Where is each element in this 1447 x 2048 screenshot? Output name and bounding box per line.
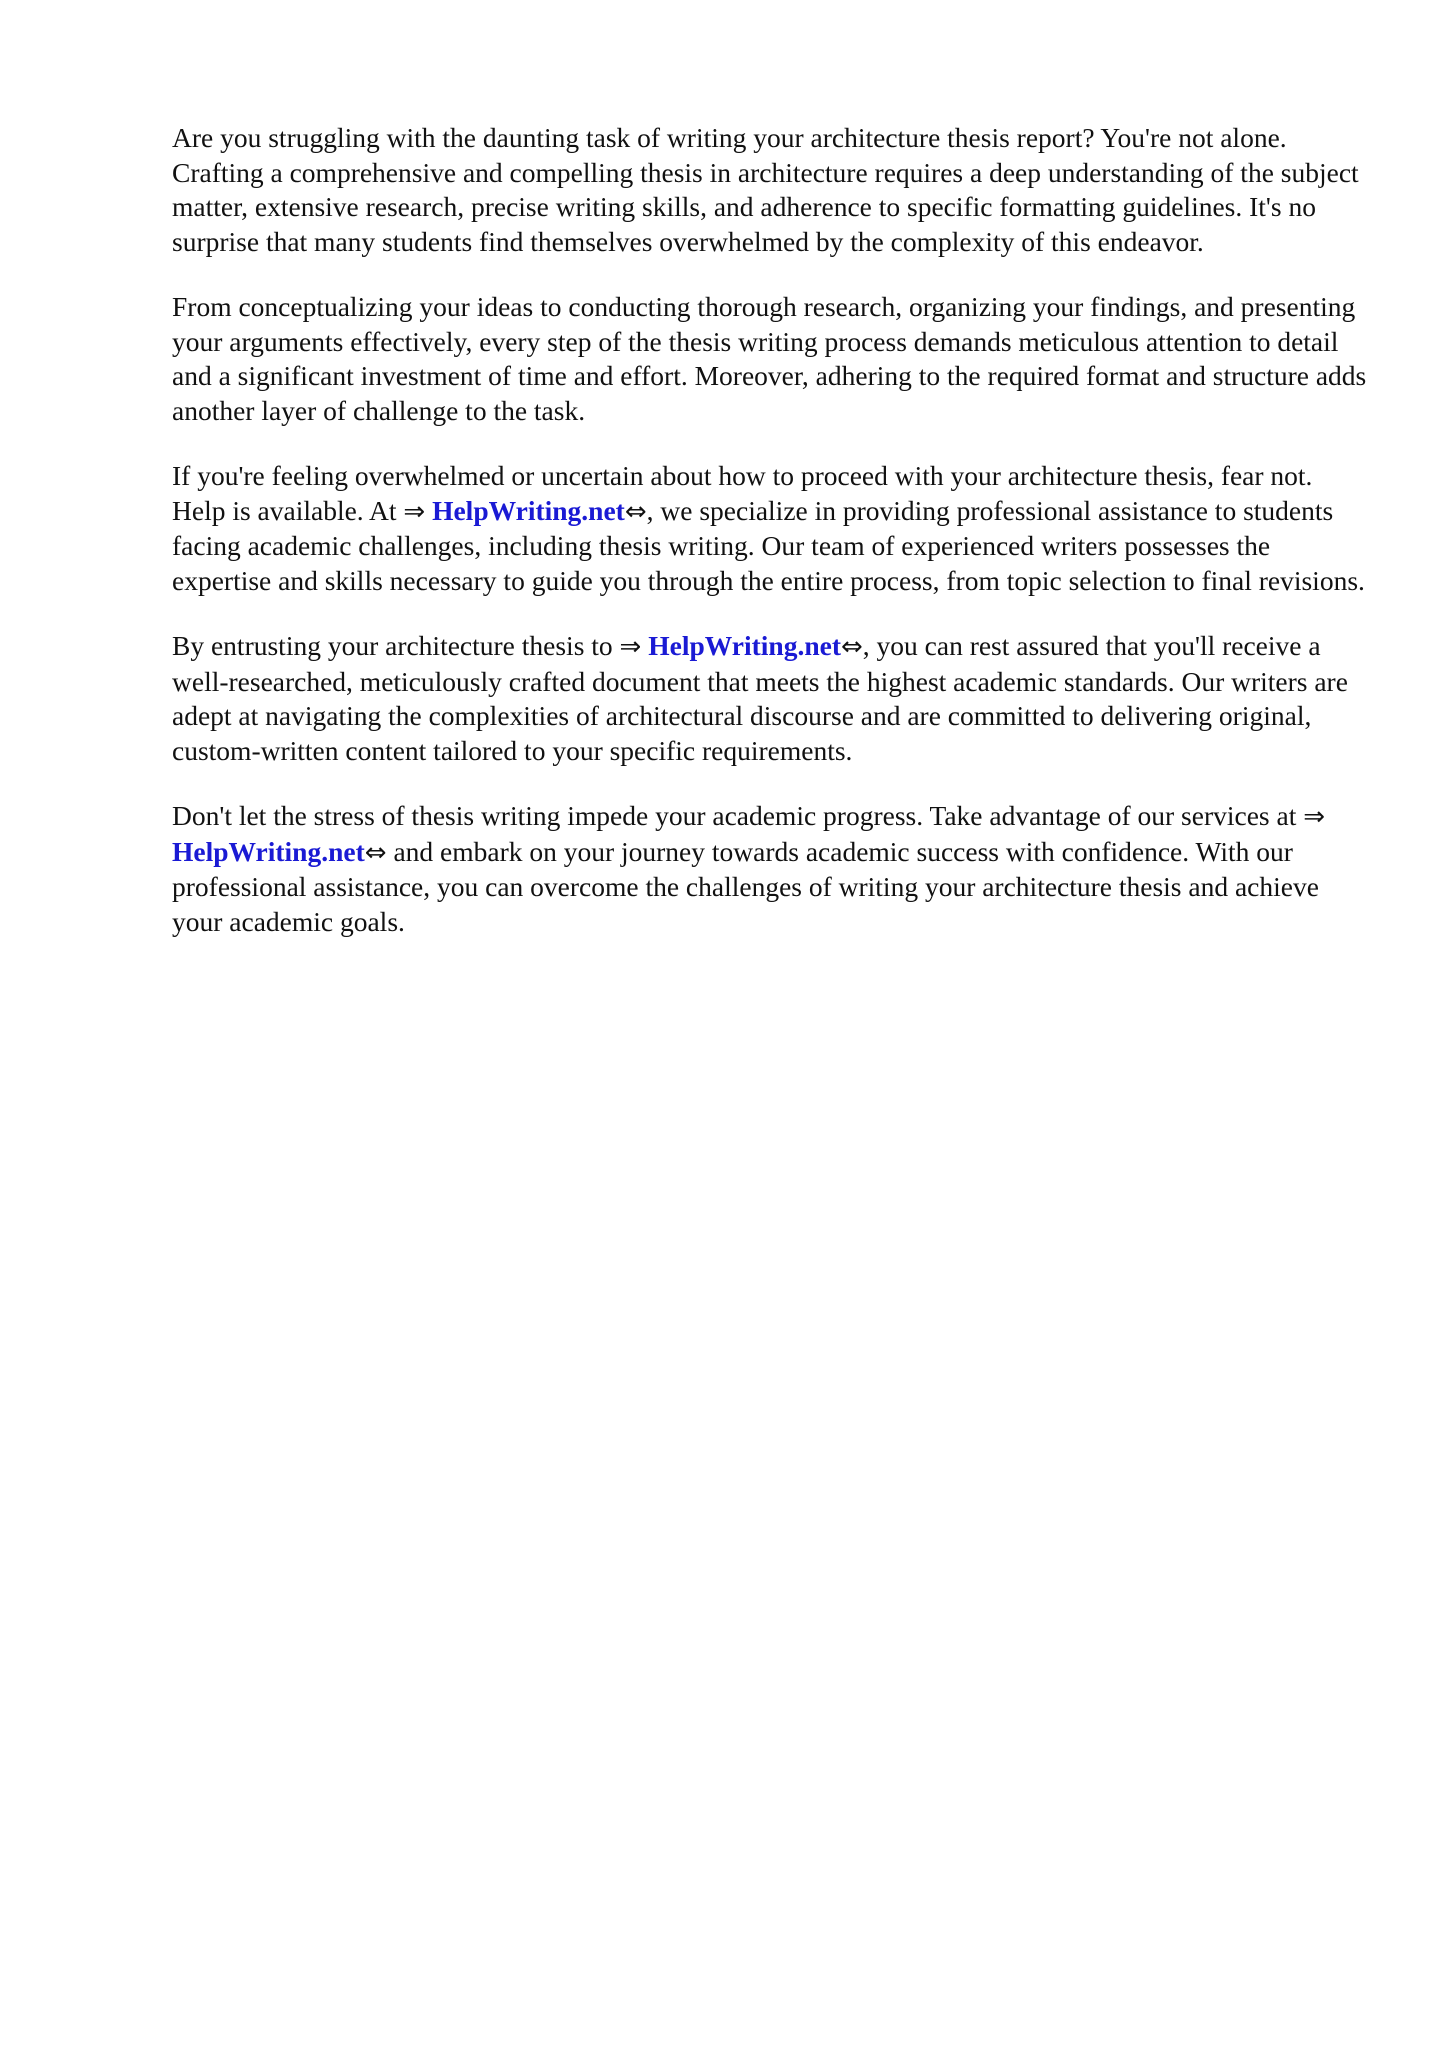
- paragraph-text: If you're feeling overwhelmed or uncertain about how to proceed with your architecture thesis, fear not. Help is available. At: [172, 460, 1313, 526]
- right-arrow-icon: ⇒: [1303, 802, 1326, 832]
- helpwriting-link[interactable]: HelpWriting.net: [648, 630, 841, 661]
- paragraph-text: and embark on your journey towards academic success with confidence. With our professional assistance, you can overcome the challenges of writing your architecture thesis and achieve your academic goals.: [172, 835, 1319, 937]
- paragraph-intro: [172, 121, 1372, 259]
- paragraph-text: Are you struggling with the daunting task of writing your architecture thesis report? You're not alone. Crafting a comprehensive and compelling thesis in architecture requires a deep understanding of the subject matter, extensive research, precise writing skills, and adherence to specific formatting guidelines. It's no surprise that many students find themselves overwhelmed by the complexity of this endeavor.: [172, 122, 1359, 257]
- paragraph-entrusting: [172, 629, 1372, 768]
- paragraph-text: From conceptualizing your ideas to conducting thorough research, organizing your findings, and presenting your arguments effectively, every step of the thesis writing process demands meticulous attention to detail and a significant investment of time and effort. Moreover, adhering to the required format and structure adds another layer of challenge to the task.: [172, 291, 1367, 426]
- double-arrow-icon: ⇔: [840, 632, 863, 662]
- right-arrow-icon: ⇒: [403, 496, 426, 527]
- paragraph-text: , you can rest assured that you'll receive a well-researched, meticulously crafted document that meets the highest academic standards. Our writers are adept at navigating the complexities of architectural discourse and are committed to delivering original, custom-written content tailored to your specific requirements.: [172, 630, 1348, 766]
- paragraph-process: [172, 290, 1372, 428]
- right-arrow-icon: ⇒: [619, 632, 642, 662]
- paragraph-text: By entrusting your architecture thesis to: [172, 630, 620, 661]
- document-body: [172, 121, 1372, 970]
- paragraph-help: [172, 459, 1372, 598]
- helpwriting-link[interactable]: HelpWriting.net: [172, 835, 365, 867]
- helpwriting-link[interactable]: HelpWriting.net: [432, 494, 625, 526]
- paragraph-text: Don't let the stress of thesis writing impede your academic progress. Take advantage of our services at: [172, 800, 1304, 831]
- double-arrow-icon: ⇔: [624, 496, 647, 527]
- paragraph-text: , we specialize in providing professional assistance to students facing academic challenges, including thesis writing. Our team of experienced writers possesses the expertise and skills necessary to guide you through the entire process, from topic selection to final revisions.: [172, 494, 1365, 596]
- paragraph-closing: [172, 799, 1372, 939]
- double-arrow-icon: ⇔: [364, 837, 387, 868]
